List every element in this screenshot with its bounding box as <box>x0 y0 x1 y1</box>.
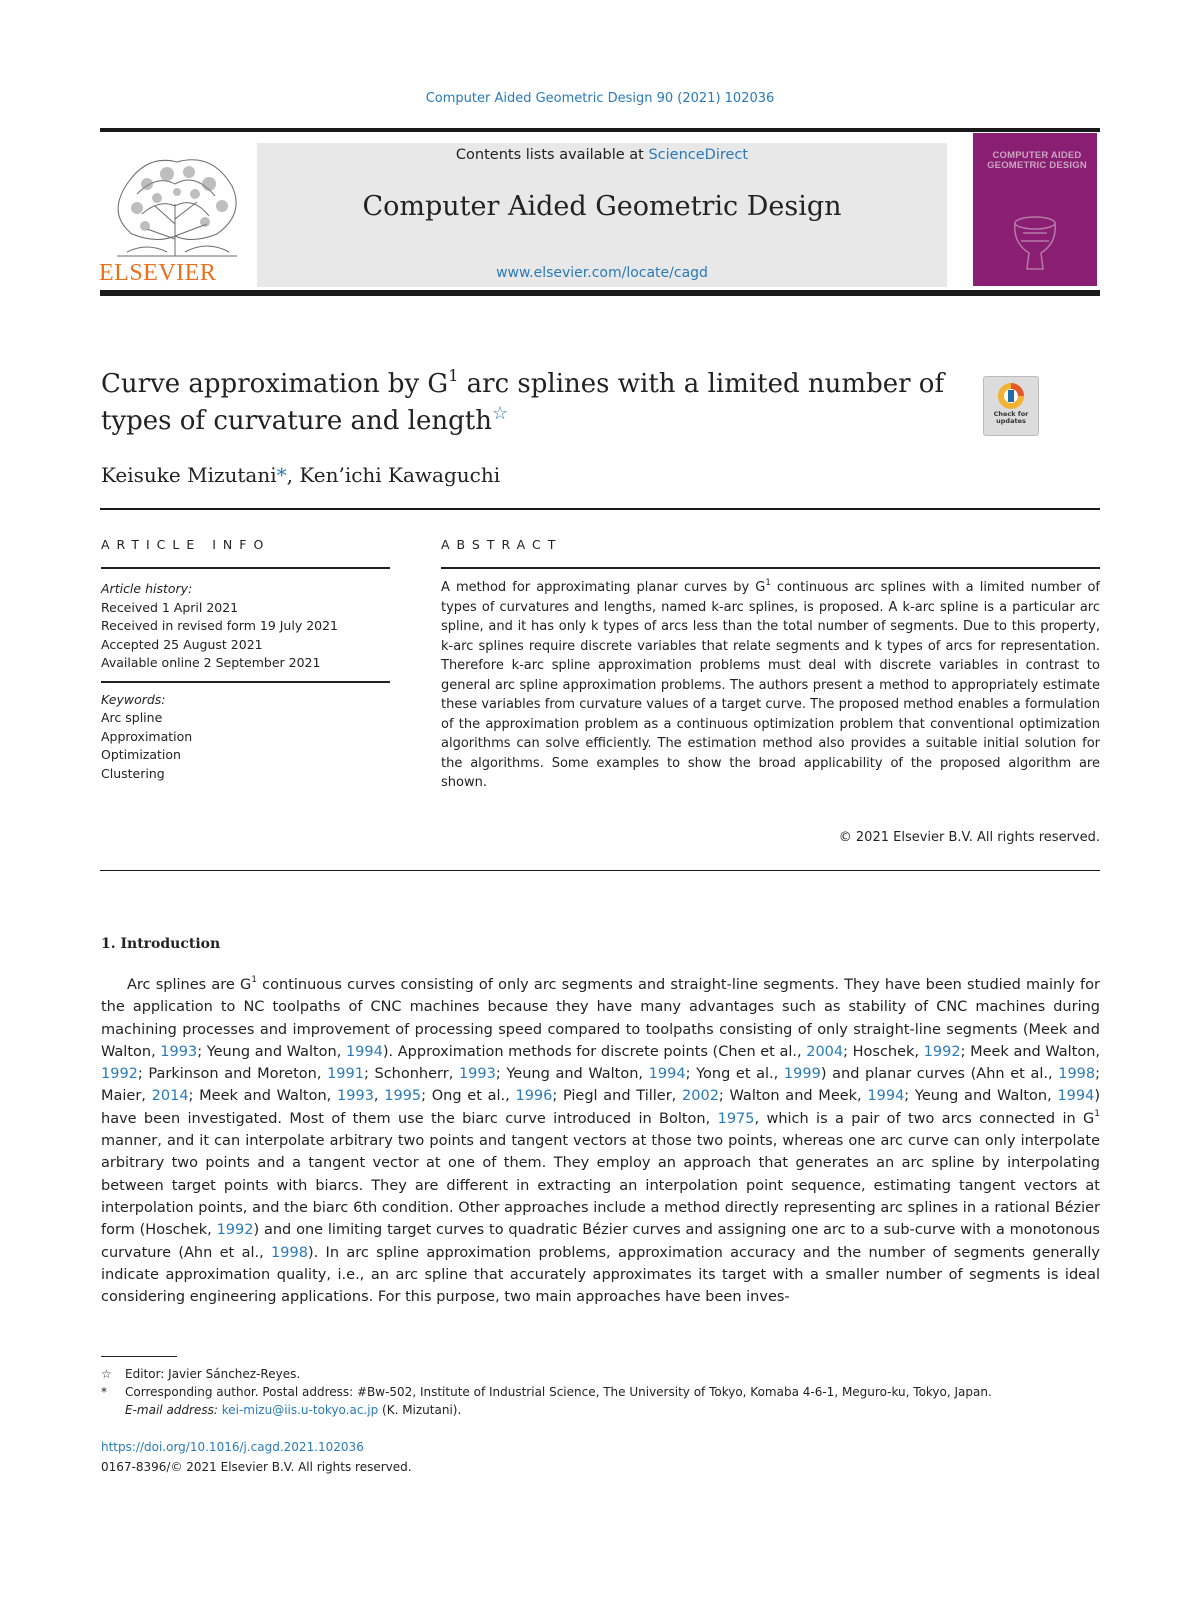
article-info-heading: ARTICLE INFO <box>101 537 271 552</box>
abstract-rule <box>441 567 1100 569</box>
introduction-body <box>101 974 1100 1308</box>
citation-link[interactable]: 1992 <box>101 1066 138 1083</box>
footnote-corresponding <box>101 1384 1100 1401</box>
citation-link[interactable]: 1994 <box>345 1043 383 1060</box>
footnote-editor <box>101 1366 1100 1383</box>
citation-link[interactable]: 1998 <box>271 1244 308 1261</box>
check-for-updates-button[interactable] <box>983 376 1039 436</box>
abstract-text-2: continuous arc splines with a limited number of types of curvatures and lengths, named k-arc splines, is proposed. A k-arc spline is a particular arc spline, and it has only k types of arcs less than the total number of segments. Due to this property, k-arc splines require discrete variables that relate segments and k types of arcs for representation. Therefore k-arc spline approximation problems must deal with discrete variables in contrast to general arc spline approximation problems. The authors present a method to appropriately estimate these variables from curvature values of a target curve. The proposed method enables a formulation of the approximation problem as a continuous optimization problem that conventional optimization algorithms can solve efficiently. The estimation method also provides a suitable initial solution for the algorithms. Some examples to show the broad applicability of the proposed algorithm are shown. <box>441 580 1100 790</box>
citation-link[interactable]: 1993 <box>160 1043 198 1060</box>
online-date: Available online 2 September 2021 <box>101 655 321 670</box>
journal-reference[interactable]: Computer Aided Geometric Design 90 (2021) 102036 <box>425 91 775 106</box>
sciencedirect-link[interactable]: ScienceDirect <box>648 147 749 163</box>
title-superscript: 1 <box>448 366 459 385</box>
keywords-rule <box>101 681 390 683</box>
citation-link[interactable]: 1993 <box>458 1066 496 1083</box>
citation-link[interactable]: 1999 <box>783 1066 821 1083</box>
contents-line <box>257 147 947 163</box>
email-link[interactable]: kei-mizu@iis.u-tokyo.ac.jp <box>221 1403 379 1417</box>
keyword-item: Arc spline <box>101 710 163 725</box>
title-text-2: arc splines with a limited number of types of curvature and length <box>101 369 945 436</box>
citation-link[interactable]: 2014 <box>151 1088 189 1105</box>
abstract-bottom-rule <box>100 870 1100 871</box>
received-date: Received 1 April 2021 <box>101 599 239 615</box>
citation-link[interactable]: 1992 <box>216 1222 254 1239</box>
issn-copyright: 0167-8396/© 2021 Elsevier B.V. All rights reserved. <box>101 1460 412 1474</box>
author-separator: , <box>286 463 300 487</box>
history-label: Article history: <box>101 581 193 596</box>
accepted-date: Accepted 25 August 2021 <box>101 636 263 652</box>
keyword-item: Clustering <box>101 765 165 781</box>
elsevier-logo <box>97 144 253 284</box>
abstract-heading: ABSTRACT <box>441 537 563 552</box>
badge-label: Check for updates <box>993 410 1029 425</box>
citation-link[interactable]: 1996 <box>515 1088 553 1105</box>
article-info-rule <box>101 567 390 569</box>
abstract-copyright: © 2021 Elsevier B.V. All rights reserved. <box>838 830 1100 845</box>
section-heading-introduction: 1. Introduction <box>101 936 221 952</box>
paper-title <box>101 366 961 440</box>
check-updates-icon <box>996 381 1026 411</box>
keywords-label: Keywords: <box>101 691 166 707</box>
journal-header-box <box>257 143 947 287</box>
author-2[interactable]: Ken’ichi Kawaguchi <box>299 463 501 487</box>
journal-title: Computer Aided Geometric Design <box>362 191 842 222</box>
abstract-body <box>441 578 1100 793</box>
citation-link[interactable]: 2002 <box>682 1088 719 1105</box>
revised-date: Received in revised form 19 July 2021 <box>101 618 339 633</box>
corresponding-author-mark[interactable]: * <box>276 463 287 487</box>
citation-link[interactable]: 1994 <box>1057 1088 1095 1105</box>
title-footnote-star-link[interactable]: ☆ <box>491 403 509 424</box>
email-label: E-mail address: <box>125 1403 222 1417</box>
journal-url-link[interactable]: www.elsevier.com/locate/cagd <box>496 265 708 281</box>
title-text-1: Curve approximation by G <box>101 369 449 399</box>
citation-link[interactable]: 2004 <box>806 1043 844 1060</box>
citation-link[interactable]: 1995 <box>384 1088 422 1105</box>
abstract-text-1: A method for approximating planar curves by G <box>441 580 766 595</box>
citation-link[interactable]: 1993 <box>337 1088 374 1105</box>
journal-cover-image <box>973 133 1097 286</box>
citation-link[interactable]: 1998 <box>1058 1066 1096 1083</box>
keyword-item: Approximation <box>101 728 193 744</box>
citation-link[interactable]: 1994 <box>867 1088 905 1105</box>
email-suffix: (K. Mizutani). <box>378 1403 462 1417</box>
footnote-editor-text: Editor: Javier Sánchez-Reyes. <box>125 1367 301 1381</box>
keyword-item: Optimization <box>101 747 181 762</box>
footnote-address-text: Corresponding author. Postal address: #Bw-502, Institute of Industrial Science, The University of Tokyo, Komaba 4-6-1, Meguro-ku, Tokyo, Japan. <box>125 1385 992 1399</box>
header-top-rule <box>100 128 1100 132</box>
doi-link[interactable]: https://doi.org/10.1016/j.cagd.2021.102036 <box>101 1440 364 1454</box>
citation-link[interactable]: 1975 <box>717 1110 755 1127</box>
footnote-asterisk-mark: * <box>101 1385 107 1399</box>
article-info-panel <box>101 570 391 783</box>
author-1[interactable]: Keisuke Mizutani <box>101 463 277 487</box>
header-bottom-rule <box>100 290 1100 296</box>
footnote-star-mark: ☆ <box>101 1367 112 1381</box>
introduction-paragraph: Arc splines are $G^1$ continuous curves consisting of only arc segments and straight-line segments. They have been studied mainly for the application to NC toolpaths of CNC machines because they have many advantages such as stability of CNC machines during machining processes and improvement of processing speed compared to toolpaths consisting of only straight-line segments (Meek and Walton, 1993; Yeung and Walton, 1994). Approximation methods for discrete points (Chen et al., 2004; Hoschek, 1992; Meek and Walton, 1992; Parkinson and Moreton, 1991; Schonherr, 1993; Yeung and Walton, 1994; Yong et al., 1999) and planar curves (Ahn et al., 1998; Maier, 2014; Meek and Walton, 1993, 1995; Ong et al., 1996; Piegl and Tiller, 2002; Walton and Meek, 1994; Yeung and Walton, 1994) have been investigated. Most of them use the biarc curve introduced in Bolton, 1975, which is a pair of two arcs connected in $G^1$ manner, and it can interpolate arbitrary two points and tangent vectors at those two points, whereas one arc curve can only interpolate arbitrary two points and a tangent vector at one of them. They employ an approach that generates an arc spline by interpolating between target points with biarcs. They are different in extracting an interpolation point sequence, estimating tangent vectors at interpolation points, and the biarc 6th condition. Other approaches include a method directly representing arc splines in a rational Bézier form (Hoschek, 1992) and one limiting target curves to quadratic Bézier curves and assigning one arc to a sub-curve with a monotonous curvature (Ahn et al., 1998). In arc spline approximation problems, approximation accuracy and the number of segments generally indicate approximation quality, i.e., an arc spline that accurately approximates its target with a smaller number of segments is ideal considering engineering applications. For this purpose, two main approaches have been inves- <box>101 975 1101 1306</box>
contents-prefix: Contents lists available at <box>455 147 649 163</box>
author-list <box>101 463 500 487</box>
citation-link[interactable]: 1994 <box>648 1066 686 1083</box>
citation-link[interactable]: 1991 <box>327 1066 364 1083</box>
abstract-superscript: 1 <box>765 578 771 588</box>
publisher-name: ELSEVIER <box>99 260 217 286</box>
cover-vase-icon <box>1003 213 1067 275</box>
footnote-rule <box>101 1356 177 1357</box>
citation-link[interactable]: 1992 <box>923 1043 961 1060</box>
footnote-email <box>101 1402 1100 1419</box>
cover-title: COMPUTER AIDED GEOMETRIC DESIGN <box>987 150 1087 171</box>
authors-rule <box>100 508 1100 510</box>
